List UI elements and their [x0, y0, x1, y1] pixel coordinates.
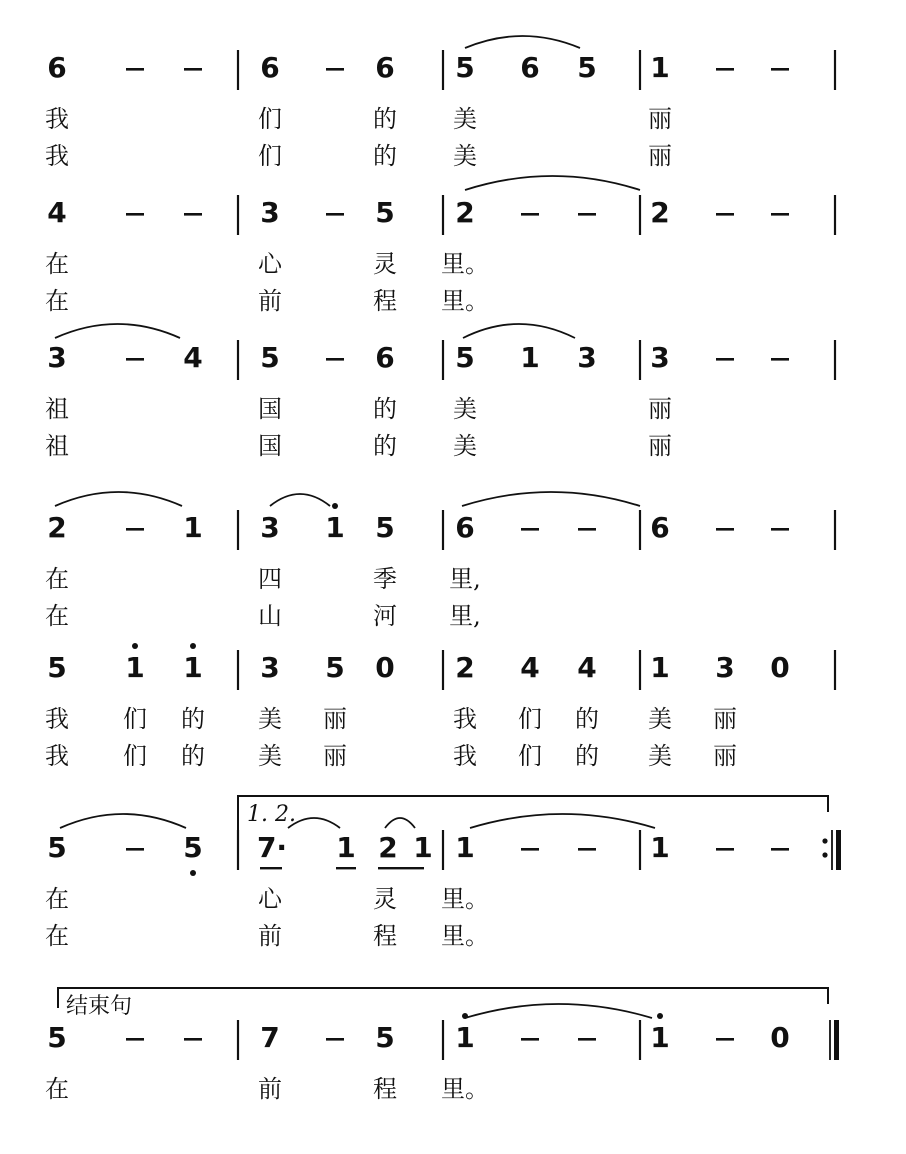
lyric-syllable: 的 [181, 742, 205, 770]
slur [465, 176, 640, 190]
jianpu-note-dash: – [186, 51, 200, 84]
lyric-syllable: 丽 [323, 705, 347, 733]
jianpu-note: 3 [577, 341, 597, 374]
jianpu-note-dash: – [718, 51, 732, 84]
jianpu-note-dash: – [773, 831, 787, 864]
jianpu-note: 5 [375, 511, 395, 544]
slur [55, 324, 180, 338]
lyric-syllable: 丽 [648, 142, 672, 170]
lyric-syllable: 美 [453, 432, 477, 460]
lyric-syllable: 心 [258, 885, 282, 913]
jianpu-note-dash: – [328, 341, 342, 374]
lyric-syllable: 的 [575, 705, 599, 733]
high-octave-dot [190, 643, 196, 649]
lyric-syllable: 丽 [648, 105, 672, 133]
lyric-syllable: 丽 [713, 742, 737, 770]
lyric-syllable: 灵 [373, 885, 397, 913]
lyric-syllable: 美 [453, 142, 477, 170]
jianpu-note: 1 [650, 1021, 670, 1054]
lyric-syllable: 我 [45, 105, 69, 133]
lyric-syllable: 丽 [648, 432, 672, 460]
jianpu-note: 5 [375, 196, 395, 229]
jianpu-note: 3 [715, 651, 735, 684]
lyric-syllable: 美 [648, 742, 672, 770]
lyric-syllable: 国 [258, 432, 282, 460]
lyric-syllable: 的 [373, 432, 397, 460]
lyric-syllable: 的 [575, 742, 599, 770]
jianpu-note-dash: – [580, 1021, 594, 1054]
lyric-syllable: 美 [453, 395, 477, 423]
jianpu-note-dash: – [128, 341, 142, 374]
jianpu-note: 6 [375, 341, 395, 374]
lyric-syllable: 的 [373, 105, 397, 133]
lyric-syllable: 程 [373, 922, 397, 950]
jianpu-note-dash: – [718, 1021, 732, 1054]
jianpu-note-dash: – [523, 196, 537, 229]
lyric-syllable: 们 [518, 705, 542, 733]
high-octave-dot [332, 503, 338, 509]
jianpu-note: 3 [260, 196, 280, 229]
jianpu-note-dash: – [718, 196, 732, 229]
jianpu-note: 2 [378, 831, 398, 864]
jianpu-note: 5 [455, 51, 475, 84]
slur [463, 324, 575, 338]
lyric-syllable: 在 [45, 1075, 69, 1103]
jianpu-note-dash: – [128, 831, 142, 864]
lyric-syllable: 里, [449, 602, 481, 630]
jianpu-note: 1 [520, 341, 540, 374]
jianpu-note-dash: – [580, 831, 594, 864]
jianpu-note: 0 [770, 651, 790, 684]
jianpu-note: 3 [650, 341, 670, 374]
jianpu-note: 5 [183, 831, 203, 864]
jianpu-note-dash: – [128, 196, 142, 229]
lyric-syllable: 在 [45, 250, 69, 278]
jianpu-note: 6 [520, 51, 540, 84]
lyric-syllable: 在 [45, 565, 69, 593]
lyric-syllable: 里。 [441, 287, 489, 315]
lyric-syllable: 们 [258, 142, 282, 170]
jianpu-note: 1 [183, 511, 203, 544]
lyric-syllable: 的 [181, 705, 205, 733]
lyric-syllable: 里。 [441, 250, 489, 278]
slur [270, 494, 330, 506]
jianpu-note-dash: – [328, 1021, 342, 1054]
jianpu-note-dash: – [523, 831, 537, 864]
jianpu-note: 2 [455, 651, 475, 684]
jianpu-note: 5 [47, 651, 67, 684]
jianpu-note-dash: – [773, 341, 787, 374]
lyric-syllable: 里, [449, 565, 481, 593]
lyric-syllable: 们 [258, 105, 282, 133]
jianpu-note: 0 [770, 1021, 790, 1054]
jianpu-note: 6 [260, 51, 280, 84]
jianpu-note-dash: – [523, 511, 537, 544]
lyric-syllable: 前 [258, 922, 282, 950]
jianpu-note-dash: – [328, 51, 342, 84]
jianpu-note-dash: – [128, 51, 142, 84]
jianpu-note: 5 [455, 341, 475, 374]
jianpu-note: 2 [455, 196, 475, 229]
slur [60, 814, 186, 828]
jianpu-note-dash: – [773, 511, 787, 544]
jianpu-note: 5 [375, 1021, 395, 1054]
jianpu-note: 1 [336, 831, 356, 864]
lyric-syllable: 们 [518, 742, 542, 770]
eighth-underline [378, 867, 424, 869]
lyric-syllable: 我 [45, 142, 69, 170]
eighth-underline [336, 867, 356, 869]
lyric-syllable: 丽 [323, 742, 347, 770]
lyric-syllable: 四 [258, 565, 282, 593]
final-barline-thick [834, 1020, 839, 1060]
jianpu-note: 1 [125, 651, 145, 684]
lyric-syllable: 在 [45, 287, 69, 315]
lyric-syllable: 我 [45, 705, 69, 733]
lyric-syllable: 程 [373, 1075, 397, 1103]
lyric-syllable: 程 [373, 287, 397, 315]
lyric-syllable: 在 [45, 922, 69, 950]
jianpu-note: 3 [260, 511, 280, 544]
jianpu-note-dash: – [186, 1021, 200, 1054]
jianpu-note-dash: – [718, 831, 732, 864]
volta-bracket [238, 796, 828, 830]
lyric-syllable: 们 [123, 705, 147, 733]
jianpu-note: 6 [375, 51, 395, 84]
lyric-syllable: 我 [453, 705, 477, 733]
jianpu-note: 5 [325, 651, 345, 684]
jianpu-note-dash: – [186, 196, 200, 229]
jianpu-note: 4 [47, 196, 67, 229]
eighth-underline [260, 867, 282, 869]
slur [470, 814, 655, 828]
lyric-syllable: 祖 [45, 395, 69, 423]
lyric-syllable: 的 [373, 142, 397, 170]
lyric-syllable: 前 [258, 1075, 282, 1103]
jianpu-note: 1 [325, 511, 345, 544]
jianpu-note: 3 [260, 651, 280, 684]
high-octave-dot [132, 643, 138, 649]
jianpu-note: 5 [47, 831, 67, 864]
jianpu-note: 5 [577, 51, 597, 84]
high-octave-dot [657, 1013, 663, 1019]
jianpu-note-dash: – [328, 196, 342, 229]
jianpu-note-dash: – [128, 511, 142, 544]
jianpu-note: 6 [650, 511, 670, 544]
jianpu-note: 5 [47, 1021, 67, 1054]
repeat-barline-thick [836, 830, 841, 870]
jianpu-note: 6 [47, 51, 67, 84]
jianpu-note: 4 [577, 651, 597, 684]
lyric-syllable: 丽 [713, 705, 737, 733]
lyric-syllable: 国 [258, 395, 282, 423]
lyric-syllable: 河 [373, 602, 397, 630]
jianpu-note: 0 [375, 651, 395, 684]
jianpu-note: 4 [520, 651, 540, 684]
lyric-syllable: 里。 [441, 885, 489, 913]
slur [385, 818, 415, 828]
repeat-dot [822, 852, 827, 857]
lyric-syllable: 的 [373, 395, 397, 423]
jianpu-note: 1 [455, 1021, 475, 1054]
lyric-syllable: 心 [258, 250, 282, 278]
low-octave-dot [190, 870, 196, 876]
jianpu-note: 7 [260, 1021, 280, 1054]
lyric-syllable: 祖 [45, 432, 69, 460]
jianpu-note-dash: – [128, 1021, 142, 1054]
jianpu-note-dash: – [718, 341, 732, 374]
lyric-syllable: 美 [648, 705, 672, 733]
lyric-syllable: 美 [258, 705, 282, 733]
jianpu-note: 1 [650, 651, 670, 684]
lyric-syllable: 里。 [441, 1075, 489, 1103]
jianpu-note: 6 [455, 511, 475, 544]
lyric-syllable: 美 [453, 105, 477, 133]
jianpu-note: 1 [183, 651, 203, 684]
volta-label: 1. 2. [247, 802, 296, 827]
jianpu-note: 1 [650, 51, 670, 84]
slur [55, 492, 182, 506]
lyric-syllable: 我 [45, 742, 69, 770]
repeat-dot [822, 838, 827, 843]
jianpu-note-dash: – [580, 196, 594, 229]
jianpu-note-dash: – [718, 511, 732, 544]
slur [465, 1004, 652, 1018]
ending-label: 结束句 [66, 994, 133, 1019]
jianpu-note: 1 [413, 831, 433, 864]
lyric-syllable: 季 [373, 565, 397, 593]
jianpu-note: 7· [256, 831, 288, 864]
slur [462, 492, 640, 506]
lyric-syllable: 在 [45, 885, 69, 913]
jianpu-note: 4 [183, 341, 203, 374]
jianpu-note-dash: – [523, 1021, 537, 1054]
jianpu-note: 2 [47, 511, 67, 544]
lyric-syllable: 前 [258, 287, 282, 315]
lyric-syllable: 们 [123, 742, 147, 770]
lyric-syllable: 丽 [648, 395, 672, 423]
jianpu-note: 1 [455, 831, 475, 864]
jianpu-note: 3 [47, 341, 67, 374]
lyric-syllable: 我 [453, 742, 477, 770]
ending-bracket [58, 988, 828, 1008]
jianpu-note-dash: – [580, 511, 594, 544]
jianpu-note: 5 [260, 341, 280, 374]
jianpu-note: 2 [650, 196, 670, 229]
lyric-syllable: 美 [258, 742, 282, 770]
lyric-syllable: 灵 [373, 250, 397, 278]
lyric-syllable: 在 [45, 602, 69, 630]
jianpu-note: 1 [650, 831, 670, 864]
lyric-syllable: 里。 [441, 922, 489, 950]
jianpu-note-dash: – [773, 51, 787, 84]
lyric-syllable: 山 [258, 602, 282, 630]
slur [465, 36, 580, 48]
jianpu-note-dash: – [773, 196, 787, 229]
